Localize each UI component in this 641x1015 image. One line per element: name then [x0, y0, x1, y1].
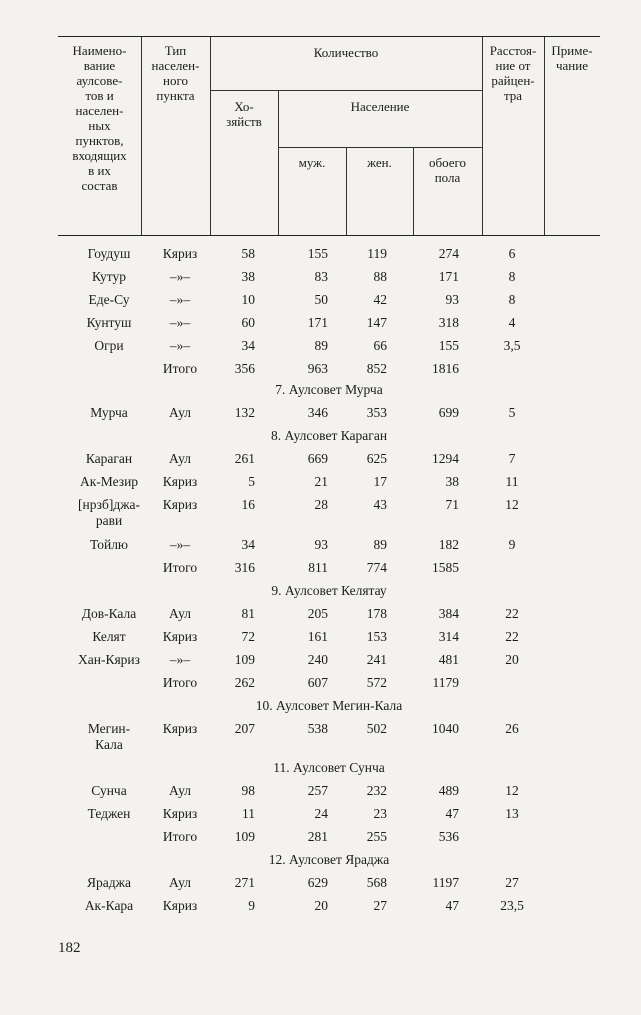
households-value: 98 — [241, 783, 255, 798]
female-value: 66 — [373, 338, 387, 353]
total-value: 47 — [445, 806, 459, 821]
section-heading: 10. Аулсовет Мегин-Кала — [255, 698, 403, 713]
households-value: 11 — [242, 806, 255, 821]
male-value: 257 — [307, 783, 328, 798]
settlement-type: –»– — [169, 652, 191, 667]
households-value: 58 — [241, 246, 255, 261]
settlement-type: Кяриз — [162, 898, 198, 913]
female-value: 572 — [366, 675, 387, 690]
female-value: 119 — [367, 246, 387, 261]
total-value: 536 — [438, 829, 459, 844]
header-female: жен. — [367, 155, 392, 170]
total-value: 171 — [438, 269, 459, 284]
male-value: 629 — [307, 875, 328, 890]
male-value: 83 — [314, 269, 328, 284]
settlement-name: Еде-Су — [88, 292, 130, 307]
settlement-name: Кунтуш — [86, 315, 132, 330]
households-value: 271 — [234, 875, 255, 890]
settlement-type: Кяриз — [162, 629, 198, 644]
settlement-name: Гоудуш — [87, 246, 131, 261]
female-value: 255 — [366, 829, 387, 844]
settlement-type: Итого — [162, 361, 198, 376]
total-value: 155 — [438, 338, 459, 353]
settlement-name: Караган — [85, 451, 133, 466]
settlement-type: Кяриз — [162, 474, 198, 489]
settlement-type: Итого — [162, 560, 198, 575]
total-value: 47 — [445, 898, 459, 913]
distance-value: 7 — [508, 451, 516, 466]
male-value: 171 — [307, 315, 328, 330]
settlement-type: –»– — [169, 315, 191, 330]
distance-value: 4 — [508, 315, 516, 330]
settlement-name: Келят — [92, 629, 126, 644]
header-name-col: Наимено- вание аулсове- тов и населен- ных пунктов, входящих в их состав — [72, 43, 127, 193]
distance-value: 13 — [505, 806, 519, 821]
households-value: 10 — [241, 292, 255, 307]
total-value: 1179 — [432, 675, 459, 690]
total-value: 38 — [445, 474, 459, 489]
female-value: 23 — [373, 806, 387, 821]
male-value: 161 — [307, 629, 328, 644]
total-value: 71 — [445, 497, 459, 512]
total-value: 489 — [438, 783, 459, 798]
male-value: 811 — [308, 560, 328, 575]
total-value: 1816 — [432, 361, 459, 376]
total-value: 93 — [445, 292, 459, 307]
female-value: 852 — [366, 361, 387, 376]
settlement-type: –»– — [169, 537, 191, 552]
section-heading: 7. Аулсовет Мурча — [275, 382, 383, 397]
distance-value: 12 — [505, 783, 519, 798]
distance-value: 5 — [508, 405, 516, 420]
header-male: муж. — [298, 155, 326, 170]
total-value: 481 — [438, 652, 459, 667]
male-value: 281 — [307, 829, 328, 844]
households-value: 16 — [241, 497, 255, 512]
female-value: 153 — [366, 629, 387, 644]
distance-value: 23,5 — [500, 898, 524, 913]
female-value: 89 — [373, 537, 387, 552]
male-value: 20 — [314, 898, 328, 913]
distance-value: 20 — [505, 652, 519, 667]
distance-value: 22 — [505, 606, 519, 621]
households-value: 34 — [241, 338, 255, 353]
settlement-name: Ак-Кара — [84, 898, 134, 913]
households-value: 38 — [241, 269, 255, 284]
male-value: 24 — [314, 806, 328, 821]
distance-value: 8 — [508, 292, 516, 307]
male-value: 50 — [314, 292, 328, 307]
header-population: Население — [350, 99, 410, 114]
settlement-name: Мурча — [90, 405, 128, 420]
distance-value: 12 — [505, 497, 519, 512]
settlement-name: Кутур — [92, 269, 126, 284]
total-value: 699 — [438, 405, 459, 420]
distance-value: 11 — [505, 474, 519, 489]
distance-value: 3,5 — [503, 338, 521, 353]
header-distance: Расстоя- ние от райцен- тра — [489, 43, 537, 103]
female-value: 147 — [366, 315, 387, 330]
male-value: 28 — [314, 497, 328, 512]
total-value: 274 — [438, 246, 459, 261]
households-value: 262 — [234, 675, 255, 690]
female-value: 17 — [373, 474, 387, 489]
settlement-name: Яраджа — [87, 875, 131, 890]
distance-value: 27 — [505, 875, 519, 890]
distance-value: 26 — [505, 721, 519, 736]
total-value: 384 — [438, 606, 459, 621]
section-heading: 9. Аулсовет Келятау — [271, 583, 387, 598]
header-type-col: Тип населен- ного пункта — [151, 43, 200, 103]
distance-value: 22 — [505, 629, 519, 644]
male-value: 669 — [307, 451, 328, 466]
female-value: 42 — [373, 292, 387, 307]
settlement-type: –»– — [169, 338, 191, 353]
section-heading: 11. Аулсовет Сунча — [273, 760, 385, 775]
settlement-name: Тойлю — [89, 537, 129, 552]
settlement-name: Теджен — [87, 806, 131, 821]
settlement-type: Аул — [169, 451, 191, 466]
female-value: 178 — [366, 606, 387, 621]
total-value: 1040 — [432, 721, 459, 736]
female-value: 568 — [366, 875, 387, 890]
header-note: Приме- чание — [551, 43, 593, 73]
settlement-name: Кала — [95, 737, 123, 752]
households-value: 5 — [248, 474, 255, 489]
page-number: 182 — [58, 940, 81, 956]
settlement-name: Хан-Кяриз — [78, 652, 140, 667]
households-value: 132 — [234, 405, 255, 420]
distance-value: 9 — [508, 537, 516, 552]
households-value: 60 — [241, 315, 255, 330]
header-households: Хо- зяйств — [226, 99, 262, 129]
households-value: 261 — [234, 451, 255, 466]
male-value: 93 — [314, 537, 328, 552]
total-value: 1294 — [432, 451, 459, 466]
female-value: 43 — [373, 497, 387, 512]
settlement-type: –»– — [169, 292, 191, 307]
settlement-name: Ак-Мезир — [79, 474, 139, 489]
male-value: 346 — [307, 405, 328, 420]
female-value: 27 — [373, 898, 387, 913]
male-value: 205 — [307, 606, 328, 621]
section-heading: 12. Аулсовет Яраджа — [268, 852, 390, 867]
households-value: 356 — [234, 361, 255, 376]
female-value: 241 — [366, 652, 387, 667]
female-value: 232 — [366, 783, 387, 798]
male-value: 607 — [307, 675, 328, 690]
settlement-type: Кяриз — [162, 246, 198, 261]
male-value: 155 — [307, 246, 328, 261]
settlement-type: Кяриз — [162, 721, 198, 736]
households-value: 316 — [234, 560, 255, 575]
settlement-type: Итого — [162, 675, 198, 690]
distance-value: 6 — [508, 246, 516, 261]
settlement-type: Итого — [162, 829, 198, 844]
settlement-type: –»– — [169, 269, 191, 284]
settlement-type: Кяриз — [162, 806, 198, 821]
households-value: 109 — [234, 652, 255, 667]
total-value: 318 — [438, 315, 459, 330]
total-value: 1197 — [432, 875, 459, 890]
settlement-name: Мегин- — [87, 721, 131, 736]
settlement-name: [нрзб]джа- — [77, 497, 141, 512]
settlement-name: Дов-Кала — [81, 606, 137, 621]
settlement-type: Аул — [169, 875, 191, 890]
households-value: 207 — [234, 721, 255, 736]
male-value: 89 — [314, 338, 328, 353]
male-value: 21 — [314, 474, 328, 489]
households-value: 9 — [248, 898, 255, 913]
male-value: 240 — [307, 652, 328, 667]
total-value: 314 — [438, 629, 459, 644]
total-value: 182 — [438, 537, 459, 552]
households-value: 72 — [241, 629, 255, 644]
female-value: 88 — [373, 269, 387, 284]
female-value: 502 — [366, 721, 387, 736]
settlement-type: Аул — [169, 606, 191, 621]
households-value: 109 — [234, 829, 255, 844]
settlement-type: Аул — [169, 783, 191, 798]
female-value: 353 — [366, 405, 387, 420]
settlement-type: Кяриз — [162, 497, 198, 512]
section-heading: 8. Аулсовет Караган — [270, 428, 388, 443]
settlement-name: Сунча — [91, 783, 127, 798]
households-value: 34 — [241, 537, 255, 552]
settlement-name: рави — [95, 513, 123, 528]
settlement-type: Аул — [169, 405, 191, 420]
male-value: 963 — [307, 361, 328, 376]
header-both: обоего пола — [428, 155, 467, 185]
households-value: 81 — [241, 606, 255, 621]
settlement-name: Огри — [94, 338, 124, 353]
female-value: 774 — [366, 560, 387, 575]
female-value: 625 — [366, 451, 387, 466]
header-quantity: Количество — [313, 45, 379, 60]
total-value: 1585 — [432, 560, 459, 575]
distance-value: 8 — [508, 269, 516, 284]
male-value: 538 — [307, 721, 328, 736]
